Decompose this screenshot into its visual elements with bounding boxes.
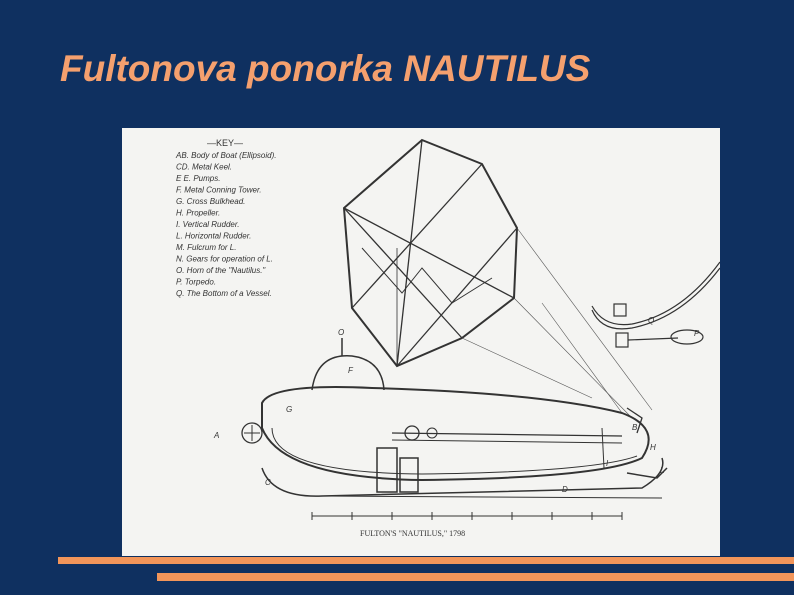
label-a: A	[214, 431, 220, 440]
key-item: I. Vertical Rudder.	[176, 220, 240, 229]
key-item: N. Gears for operation of L.	[176, 254, 273, 264]
key-item: F. Metal Conning Tower.	[176, 185, 262, 195]
key-item: M. Fulcrum for L.	[176, 243, 237, 252]
nautilus-drawing	[122, 128, 720, 556]
accent-bar-top	[58, 557, 794, 564]
label-c: C	[265, 478, 271, 487]
label-q: Q	[648, 316, 655, 325]
sail-frame	[344, 140, 517, 366]
key-item: AB. Body of Boat (Ellipsoid).	[176, 151, 277, 160]
key-item: CD. Metal Keel.	[176, 162, 233, 172]
key-title: —KEY—	[207, 138, 244, 148]
label-d: D	[562, 485, 568, 494]
label-g: G	[286, 405, 293, 414]
scale-bar	[312, 512, 622, 520]
vessel-bottom	[592, 262, 720, 347]
label-i: I	[606, 459, 609, 468]
key-item: E E. Pumps.	[176, 174, 221, 183]
slide-title: Fultonova ponorka NAUTILUS	[60, 48, 591, 89]
label-h: H	[650, 443, 656, 452]
key-item: L. Horizontal Rudder.	[176, 231, 252, 241]
label-b: B	[632, 423, 638, 432]
rigging	[462, 228, 655, 418]
label-p: P	[694, 329, 700, 338]
key-item: G. Cross Bulkhead.	[176, 197, 246, 206]
nautilus-diagram	[122, 128, 720, 556]
key-item: Q. The Bottom of a Vessel.	[176, 289, 272, 298]
hull	[242, 338, 667, 498]
label-l: L	[660, 466, 665, 475]
drawing-caption: FULTON'S "NAUTILUS," 1798	[360, 529, 466, 538]
key-item: H. Propeller.	[176, 208, 221, 218]
key-item: P. Torpedo.	[176, 277, 217, 287]
label-o: O	[338, 328, 345, 337]
accent-bar-bottom	[157, 573, 794, 581]
label-f: F	[348, 366, 353, 375]
key-list	[175, 151, 277, 298]
key-item: O. Horn of the "Nautilus."	[176, 266, 266, 275]
